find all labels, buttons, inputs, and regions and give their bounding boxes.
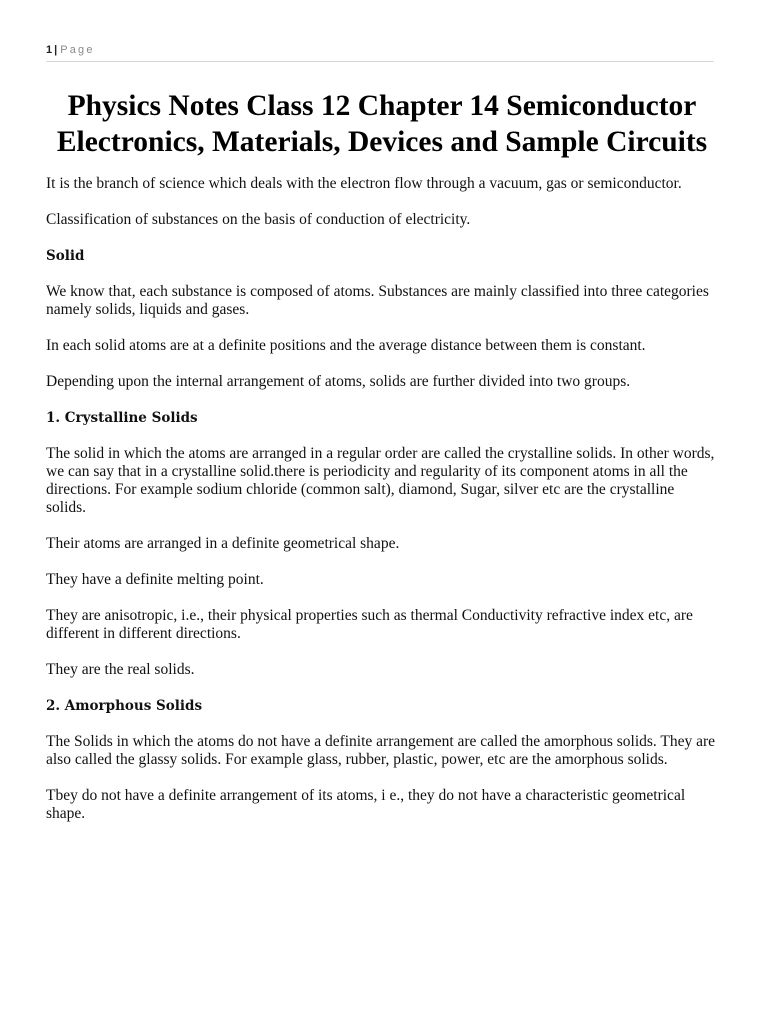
- intro-paragraph: It is the branch of science which deals with the electron flow through a vacuum, gas or semiconductor.: [46, 175, 682, 192]
- amorphous-shape-paragraph: Tbey do not have a definite arrangement of its atoms, i e., they do not have a characteristic geometrical shape.: [46, 787, 686, 822]
- document-title: Physics Notes Class 12 Chapter 14 Semiconductor Electronics, Materials, Devices and Sample Circuits: [56, 90, 708, 158]
- section-heading-solid: Solid: [46, 248, 85, 264]
- section-heading-amorphous: 2. Amorphous Solids: [46, 698, 203, 714]
- classification-paragraph: Classification of substances on the basis of conduction of electricity.: [46, 211, 471, 228]
- crystalline-real-paragraph: They are the real solids.: [46, 661, 195, 678]
- page-separator: |: [54, 44, 58, 56]
- solid-positions-paragraph: In each solid atoms are at a definite positions and the average distance between them is constant.: [46, 337, 646, 354]
- page-number: 1: [46, 44, 53, 56]
- page-header: [46, 43, 714, 62]
- amorphous-definition-paragraph: The Solids in which the atoms do not have a definite arrangement are called the amorphous solids. They are also called the glassy solids. For example glass, rubber, plastic, power, etc are the amorphous solids.: [46, 733, 716, 768]
- groups-paragraph: Depending upon the internal arrangement of atoms, solids are further divided into two groups.: [46, 373, 631, 390]
- document-body: [46, 88, 718, 841]
- crystalline-anisotropic-paragraph: They are anisotropic, i.e., their physical properties such as thermal Conductivity refractive index etc, are different in different directions.: [46, 607, 693, 642]
- crystalline-definition-paragraph: The solid in which the atoms are arranged in a regular order are called the crystalline solids. In other words, we can say that in a crystalline solid.there is periodicity and regularity of its component atoms in all the directions. For example sodium chloride (common salt), diamond, Sugar, silver etc are the crystalline solids.: [46, 445, 715, 516]
- section-heading-crystalline: 1. Crystalline Solids: [46, 410, 198, 426]
- crystalline-shape-paragraph: Their atoms are arranged in a definite geometrical shape.: [46, 535, 400, 552]
- crystalline-melting-paragraph: They have a definite melting point.: [46, 571, 264, 588]
- atoms-paragraph: We know that, each substance is composed of atoms. Substances are mainly classified into three categories namely solids, liquids and gases.: [46, 283, 709, 318]
- page-label: Page: [60, 44, 95, 56]
